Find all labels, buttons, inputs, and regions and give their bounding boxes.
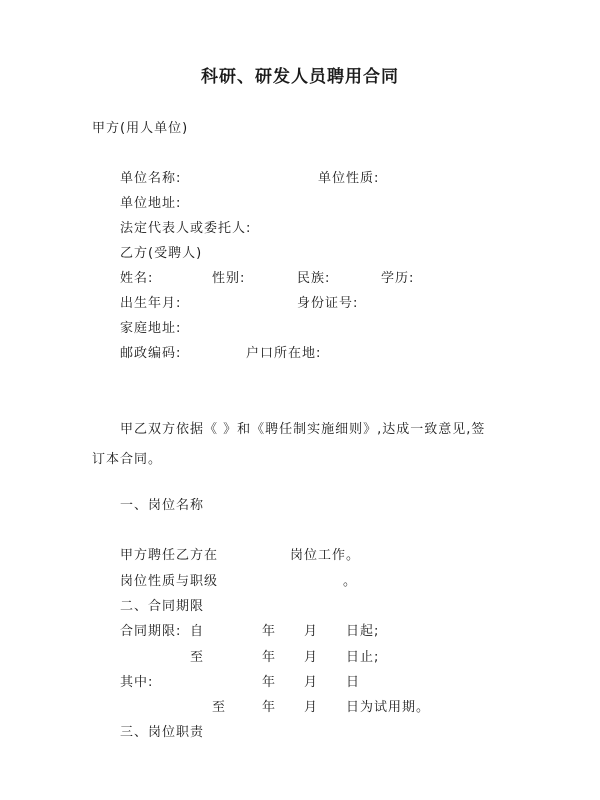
probation-start-day: 日 (346, 675, 361, 690)
section-2-heading: 二、合同期限 (120, 599, 205, 614)
ethnicity-label: 民族: (297, 271, 331, 286)
id-number-label: 身份证号: (297, 296, 359, 311)
section-1-heading: 一、岗位名称 (120, 498, 205, 513)
among-label: 其中: (120, 675, 154, 690)
position-nature-end: 。 (343, 574, 358, 589)
term-day-start: 日起; (346, 624, 380, 639)
hire-position-text: 甲方聘任乙方在 (120, 548, 219, 563)
contract-term-label: 合同期限: (120, 624, 182, 639)
probation-start-month: 月 (304, 675, 319, 690)
legal-rep-label: 法定代表人或委托人: (120, 221, 252, 236)
term-to: 至 (190, 650, 205, 665)
postcode-label: 邮政编码: (120, 346, 182, 361)
term-end-year: 年 (262, 650, 277, 665)
intro-line-2: 订本合同。 (92, 452, 163, 467)
position-nature-text: 岗位性质与职级 (120, 574, 219, 589)
term-month: 月 (304, 624, 319, 639)
hukou-label: 户口所在地: (246, 346, 322, 361)
unit-nature-label: 单位性质: (318, 171, 380, 186)
name-label: 姓名: (120, 271, 154, 286)
home-address-label: 家庭地址: (120, 321, 182, 336)
document-title: 科研、研发人员聘用合同 (201, 67, 399, 87)
probation-to: 至 (212, 700, 227, 715)
term-from: 自 (190, 624, 205, 639)
intro-line-1: 甲乙双方依据《 》和《聘任制实施细则》,达成一致意见,签 (120, 422, 486, 437)
unit-address-label: 单位地址: (120, 196, 182, 211)
term-day-end: 日止; (346, 650, 380, 665)
position-work-text: 岗位工作。 (290, 548, 361, 563)
birth-label: 出生年月: (120, 296, 182, 311)
probation-period-text: 日为试用期。 (346, 700, 431, 715)
probation-end-year: 年 (262, 700, 277, 715)
term-end-month: 月 (304, 650, 319, 665)
probation-end-month: 月 (304, 700, 319, 715)
unit-name-label: 单位名称: (120, 171, 182, 186)
section-3-heading: 三、岗位职责 (120, 725, 205, 740)
gender-label: 性别: (212, 271, 246, 286)
term-year: 年 (262, 624, 277, 639)
probation-start-year: 年 (262, 675, 277, 690)
party-b-heading: 乙方(受聘人) (120, 246, 203, 261)
party-a-heading: 甲方(用人单位) (92, 121, 189, 136)
education-label: 学历: (381, 271, 415, 286)
